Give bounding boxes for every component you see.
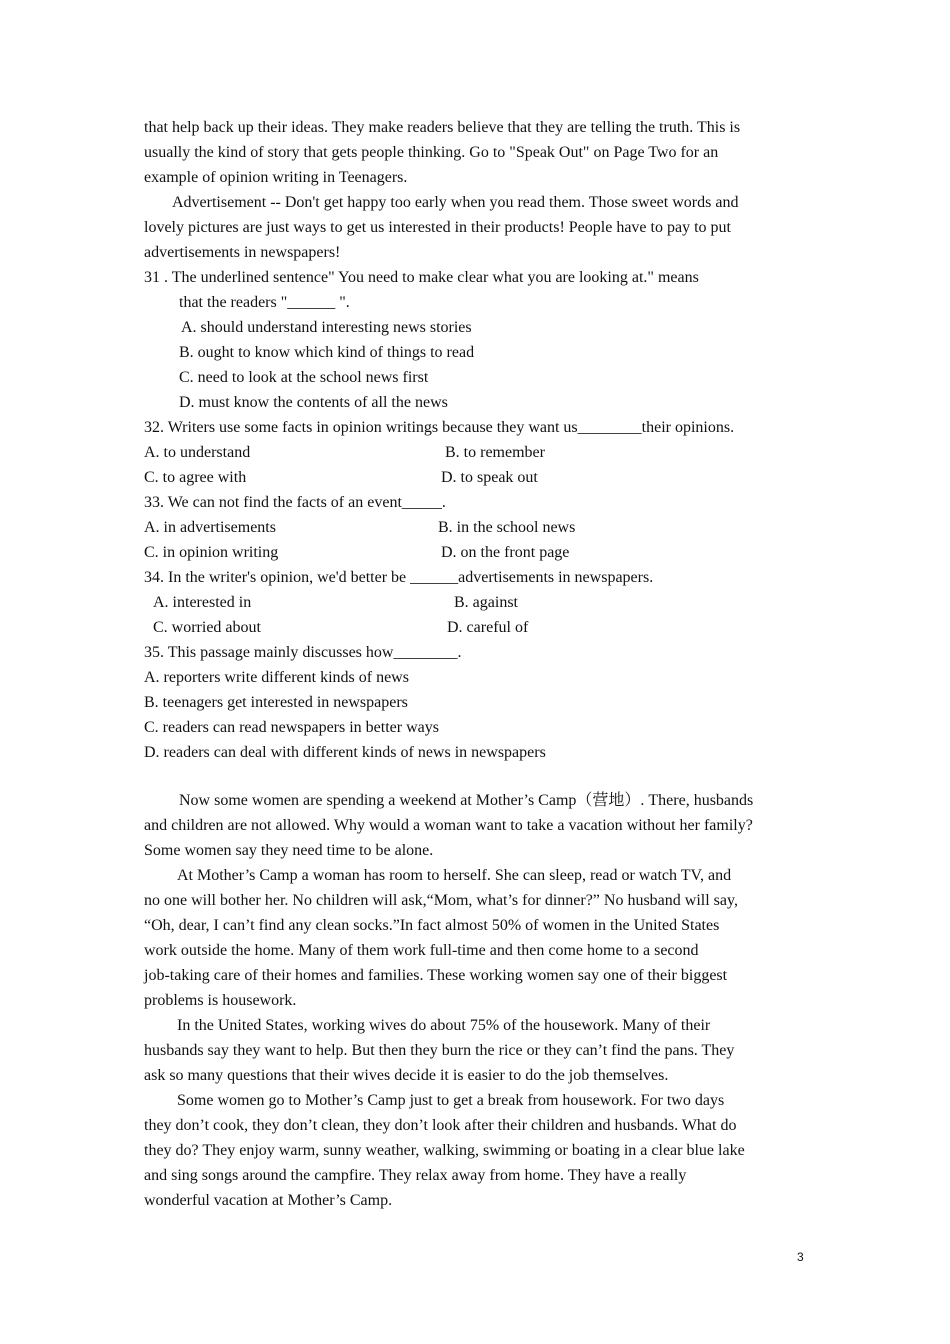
question-33-option-b: B. in the school news: [438, 519, 576, 536]
passage2-line: problems is housework.: [144, 992, 297, 1009]
passage2-line: no one will bother her. No children will ask,“Mom, what’s for dinner?” No husband will say,: [144, 892, 738, 909]
passage1-line: usually the kind of story that gets people thinking. Go to "Speak Out" on Page Two for an: [144, 144, 719, 161]
passage1-line: that help back up their ideas. They make readers believe that they are telling the truth. This is: [144, 119, 741, 136]
question-34-option-c: C. worried about: [153, 619, 261, 636]
passage2-line: Some women go to Mother’s Camp just to get a break from housework. For two days: [177, 1092, 725, 1109]
passage2-line: “Oh, dear, I can’t find any clean socks.”In fact almost 50% of women in the United States: [144, 917, 720, 934]
question-31-option-c: C. need to look at the school news first: [179, 369, 429, 386]
passage2-line: In the United States, working wives do about 75% of the housework. Many of their: [177, 1017, 711, 1034]
question-32-option-a: A. to understand: [144, 444, 251, 461]
question-31-stem: 31 . The underlined sentence" You need to make clear what you are looking at." means: [144, 269, 699, 286]
passage1-line: advertisements in newspapers!: [144, 244, 341, 261]
passage2-line: wonderful vacation at Mother’s Camp.: [144, 1192, 393, 1209]
question-32-option-b: B. to remember: [445, 444, 545, 461]
question-31-stem-cont: that the readers "______ ".: [179, 294, 350, 311]
question-33-option-a: A. in advertisements: [144, 519, 276, 536]
question-31-option-b: B. ought to know which kind of things to read: [179, 344, 475, 361]
question-34-option-d: D. careful of: [447, 619, 529, 636]
question-31-option-a: A. should understand interesting news stories: [181, 319, 472, 336]
question-33-option-d: D. on the front page: [441, 544, 570, 561]
passage2-line: job-taking care of their homes and families. These working women say one of their biggest: [144, 967, 728, 984]
question-35-option-c: C. readers can read newspapers in better ways: [144, 719, 439, 736]
passage2-line: and children are not allowed. Why would a woman want to take a vacation without her family?: [144, 817, 753, 834]
question-32-stem: 32. Writers use some facts in opinion writings because they want us________their opinions.: [144, 419, 735, 436]
question-35-option-d: D. readers can deal with different kinds of news in newspapers: [144, 744, 546, 761]
passage2-line: ask so many questions that their wives decide it is easier to do the job themselves.: [144, 1067, 669, 1084]
passage2-line: and sing songs around the campfire. They relax away from home. They have a really: [144, 1167, 687, 1184]
passage2-line: work outside the home. Many of them work full-time and then come home to a second: [144, 942, 699, 959]
passage2-line: At Mother’s Camp a woman has room to herself. She can sleep, read or watch TV, and: [177, 867, 732, 884]
page-number: 3: [797, 1250, 804, 1264]
question-34-option-a: A. interested in: [153, 594, 252, 611]
passage1-line: Advertisement -- Don't get happy too early when you read them. Those sweet words and: [172, 194, 739, 211]
passage2-line: they don’t cook, they don’t clean, they don’t look after their children and husbands. What do: [144, 1117, 737, 1134]
question-35-option-b: B. teenagers get interested in newspapers: [144, 694, 408, 711]
passage2-line: Some women say they need time to be alone.: [144, 842, 434, 859]
question-32-option-c: C. to agree with: [144, 469, 247, 486]
question-35-stem: 35. This passage mainly discusses how________.: [144, 644, 462, 661]
question-32-option-d: D. to speak out: [441, 469, 538, 486]
passage2-line: husbands say they want to help. But then they burn the rice or they can’t find the pans. They: [144, 1042, 735, 1059]
passage2-line: Now some women are spending a weekend at Mother’s Camp（营地）. There, husbands: [179, 792, 754, 809]
question-34-stem: 34. In the writer's opinion, we'd better be ______advertisements in newspapers.: [144, 569, 654, 586]
passage1-line: example of opinion writing in Teenagers.: [144, 169, 408, 186]
question-33-option-c: C. in opinion writing: [144, 544, 279, 561]
question-35-option-a: A. reporters write different kinds of news: [144, 669, 409, 686]
question-31-option-d: D. must know the contents of all the news: [179, 394, 448, 411]
passage1-line: lovely pictures are just ways to get us interested in their products! People have to pay to put: [144, 219, 731, 236]
question-34-option-b: B. against: [454, 594, 518, 611]
question-33-stem: 33. We can not find the facts of an event_____.: [144, 494, 446, 511]
passage2-line: they do? They enjoy warm, sunny weather, walking, swimming or boating in a clear blue lake: [144, 1142, 745, 1159]
